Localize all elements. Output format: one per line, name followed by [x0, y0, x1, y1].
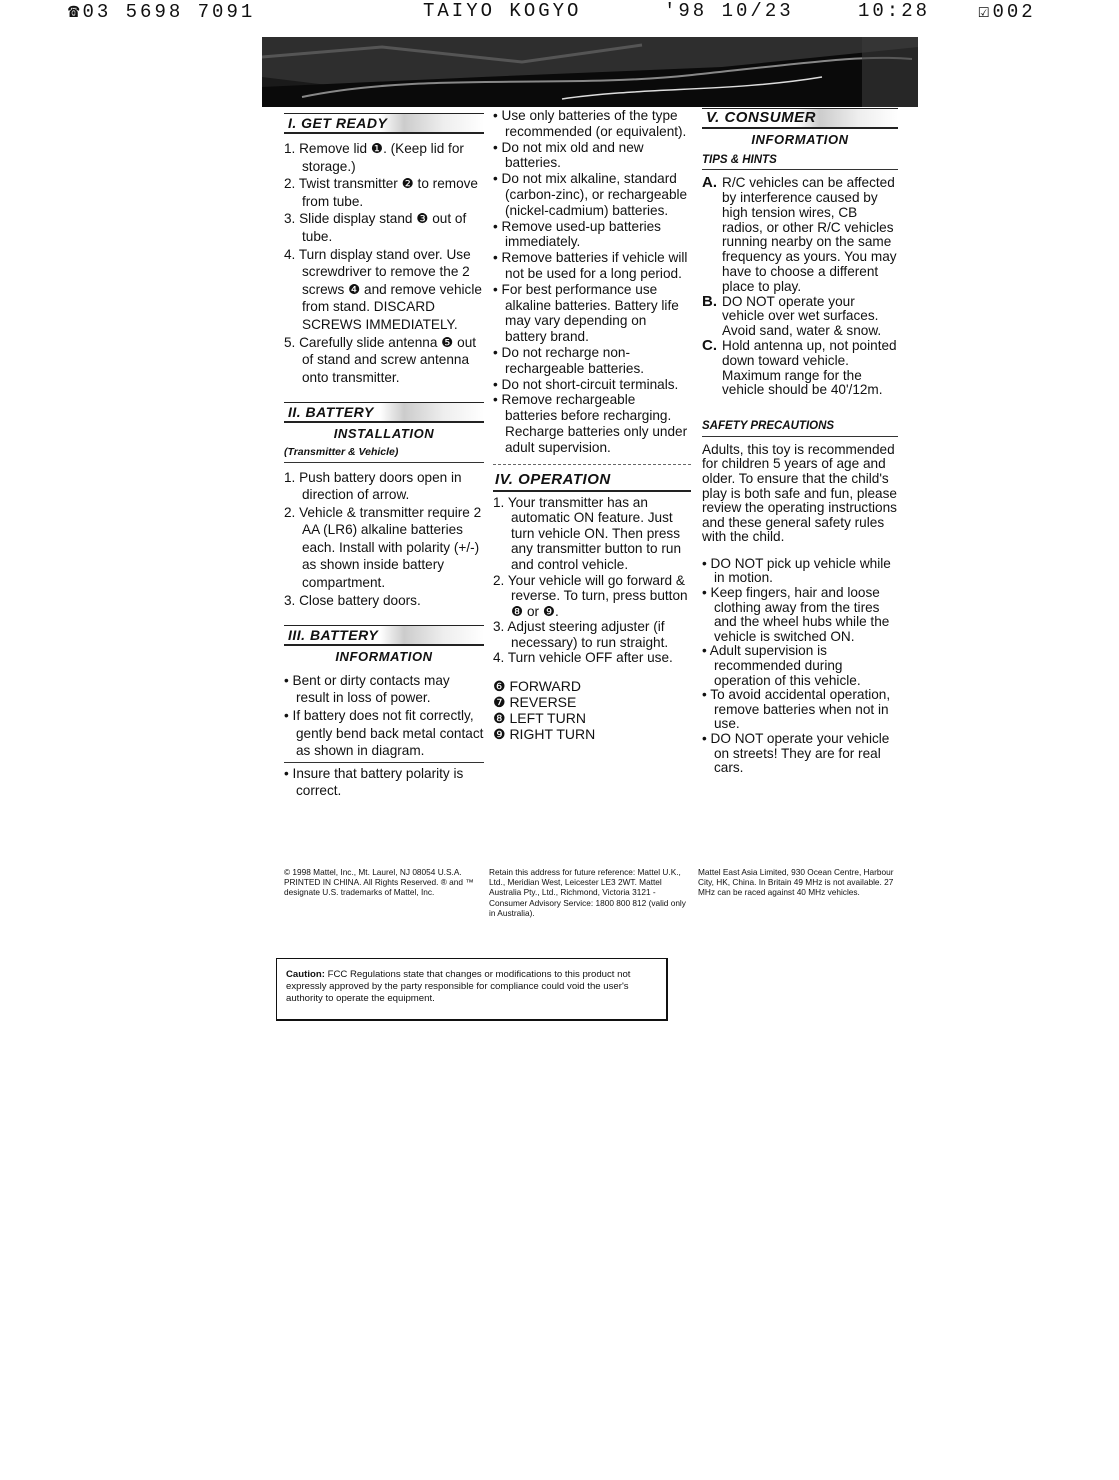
- address-note: Retain this address for future reference: Mattel U.K., Ltd., Meridian West, Leicester LE3 2WT. Mattel Australia Pty., Ltd., Richmond, Victoria 3121 - Consumer Advisory Service: 1800 800 812 (valid only in Australia).: [489, 867, 686, 918]
- section-battery-information-subtitle: INFORMATION: [335, 649, 433, 665]
- list-item: 1. Remove lid ❶. (Keep lid for storage.): [284, 141, 464, 174]
- list-item: • For best performance use alkaline batteries. Battery life may vary depending on battery brand.: [493, 281, 679, 345]
- column-2: [493, 108, 691, 742]
- list-item: 2. Your vehicle will go forward & reverse. To turn, press button ❽ or ❾.: [493, 572, 688, 619]
- list-item: • Adult supervision is recommended during operation of this vehicle.: [702, 643, 861, 688]
- section-battery-installation-note: (Transmitter & Vehicle): [284, 444, 484, 463]
- section-get-ready-heading: I. GET READY: [284, 113, 484, 134]
- operation-steps: [493, 495, 691, 667]
- tips-hints-heading: TIPS & HINTS: [702, 152, 898, 171]
- list-item: 3. Slide display stand ❸ out of tube.: [284, 211, 467, 244]
- safety-list: [702, 557, 898, 776]
- caution-text: FCC Regulations state that changes or modifications to this product not expressly approved by the party responsible for compliance could void the user's authority to operate the equipment.: [286, 969, 631, 1004]
- tip-key: B.: [702, 292, 717, 310]
- control-key-right-turn: ❾ RIGHT TURN: [493, 726, 596, 743]
- copyright-note: © 1998 Mattel, Inc., Mt. Laurel, NJ 08054 U.S.A. PRINTED IN CHINA. All Rights Reserved. ® and ™ designate U.S. trademarks of Mattel, Inc.: [284, 867, 474, 898]
- list-item: • DO NOT operate your vehicle on streets! They are for real cars.: [702, 731, 890, 776]
- list-item: 5. Carefully slide antenna ❺ out of stand and screw antenna onto transmitter.: [284, 334, 477, 385]
- banner-graphic: [262, 37, 918, 108]
- section-battery-information-heading: III. BATTERY: [284, 625, 484, 646]
- section-operation-heading: IV. OPERATION: [493, 471, 691, 492]
- list-item: 1. Your transmitter has an automatic ON feature. Just turn vehicle ON. Then press any transmitter button to run and control vehicle.: [493, 494, 682, 572]
- header-banner-image: [262, 37, 918, 108]
- list-item: • Remove rechargeable batteries before recharging. Recharge batteries only under adult supervision.: [493, 392, 688, 455]
- list-item: [702, 176, 898, 294]
- safety-precautions-heading: SAFETY PRECAUTIONS: [702, 418, 898, 437]
- list-item: • Use only batteries of the type recommended (or equivalent).: [493, 108, 687, 139]
- control-key-reverse: ❼ REVERSE: [493, 694, 577, 711]
- list-item: • Do not short-circuit terminals.: [493, 376, 679, 392]
- list-item: • Keep fingers, hair and loose clothing away from the tires and the wheel hubs while the vehicle is switched ON.: [702, 585, 890, 644]
- fax-sender: TAIYO KOGYO: [423, 0, 582, 22]
- list-item: 3. Close battery doors.: [284, 592, 421, 608]
- fax-date: '98 10/23: [664, 0, 794, 22]
- list-item: 4. Turn display stand over. Use screwdriver to remove the 2 screws ❹ and remove vehicle from stand. DISCARD SCREWS IMMEDIATELY.: [284, 246, 482, 332]
- list-item: 1. Push battery doors open in direction of arrow.: [284, 469, 462, 503]
- list-item: • If battery does not fit correctly, gently bend back metal contact as shown in diagram.: [284, 707, 484, 763]
- tip-text: DO NOT operate your vehicle over wet surfaces. Avoid sand, water & snow.: [722, 293, 882, 339]
- section-battery-installation-heading: II. BATTERY: [284, 402, 484, 423]
- battery-information-list: [284, 672, 484, 800]
- list-item: • Bent or dirty contacts may result in loss of power.: [284, 672, 450, 706]
- get-ready-steps: [284, 140, 484, 386]
- caution-label: Caution:: [286, 969, 325, 980]
- fax-header: [0, 0, 1119, 22]
- list-item: [702, 336, 898, 398]
- column-3: [702, 108, 898, 776]
- fax-phone: ☎03 5698 7091: [68, 1, 256, 23]
- list-item: • Remove used-up batteries immediately.: [493, 218, 661, 250]
- fcc-caution-box: [276, 958, 668, 1021]
- frequency-note: Mattel East Asia Limited, 930 Ocean Centre, Harbour City, HK, China. In Britain 49 MHz is not available. 27 MHz can be raced against 40 MHz vehicles.: [698, 867, 894, 898]
- list-item: [702, 292, 898, 339]
- list-item: 2. Twist transmitter ❷ to remove from tube.: [284, 176, 478, 209]
- list-item: • To avoid accidental operation, remove batteries when not in use.: [702, 687, 891, 732]
- section-consumer-information-subtitle: INFORMATION: [751, 132, 849, 147]
- tip-text: Hold antenna up, not pointed down toward vehicle. Maximum range for the vehicle should be 40'/12m.: [722, 337, 897, 398]
- control-key-left-turn: ❽ LEFT TURN: [493, 710, 586, 727]
- list-item: 4. Turn vehicle OFF after use.: [493, 650, 673, 666]
- tips-list: [702, 176, 898, 398]
- safety-intro: Adults, this toy is recommended for children 5 years of age and older. To ensure that the child's play is both safe and fun, please review the operating instructions and these general safety rules with the child.: [702, 441, 897, 545]
- tip-key: A.: [702, 174, 717, 192]
- list-item: 2. Vehicle & transmitter require 2 AA (LR6) alkaline batteries each. Install with polarity (+/-) as shown inside battery compartment.: [284, 504, 482, 591]
- list-item: • Do not mix alkaline, standard (carbon-zinc), or rechargeable (nickel-cadmium) batteries.: [493, 171, 688, 218]
- tip-text: R/C vehicles can be affected by interference caused by high tension wires, CB radios, or other R/C vehicles running nearby on the same frequency as yours. You may have to choose a different place to play.: [722, 175, 897, 294]
- battery-installation-steps: [284, 469, 484, 610]
- control-key-forward: ❻ FORWARD: [493, 678, 581, 695]
- list-item: 3. Adjust steering adjuster (if necessary) to run straight.: [493, 619, 669, 650]
- section-consumer-information-heading: V. CONSUMER: [702, 108, 898, 129]
- tip-key: C.: [702, 336, 717, 354]
- fax-time: 10:28: [858, 0, 931, 22]
- list-item: • Remove batteries if vehicle will not be used for a long period.: [493, 250, 688, 281]
- battery-safety-list: [493, 108, 691, 456]
- list-item: • Do not mix old and new batteries.: [493, 139, 644, 171]
- list-item: • Insure that battery polarity is correct.: [284, 765, 464, 799]
- fax-page: ☑002: [978, 1, 1036, 23]
- column-1: [284, 113, 484, 800]
- section-battery-installation-subtitle: INSTALLATION: [333, 426, 435, 442]
- list-item: • DO NOT pick up vehicle while in motion.: [702, 555, 891, 586]
- list-item: • Do not recharge non-rechargeable batteries.: [493, 344, 645, 376]
